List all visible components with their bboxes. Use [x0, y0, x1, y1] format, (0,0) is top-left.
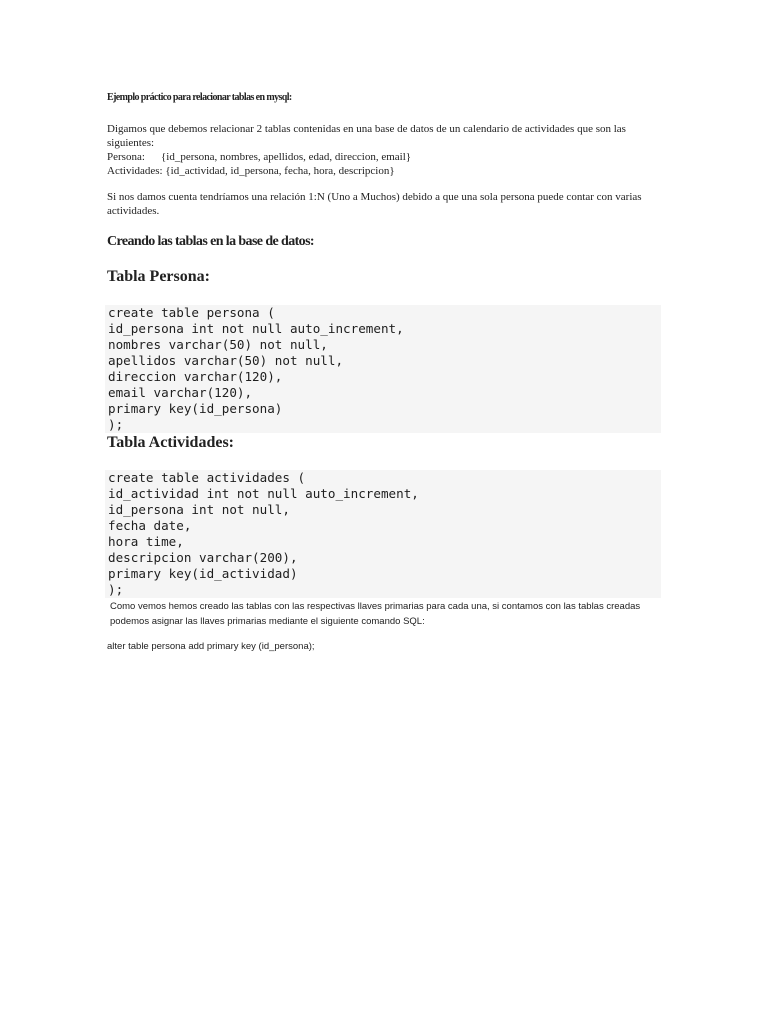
code-line: create table actividades (: [108, 470, 306, 485]
persona-fields: {id_persona, nombres, apellidos, edad, direccion, email}: [161, 151, 412, 163]
tabla-actividades-code-block: [105, 470, 661, 598]
tabla-actividades-title: Tabla Actividades:: [107, 434, 234, 451]
alter-command: alter table persona add primary key (id_persona);: [107, 641, 315, 652]
intro-paragraph: Digamos que debemos relacionar 2 tablas contenidas en una base de datos de un calendario de actividades que son las siguientes:: [107, 123, 626, 149]
code-line: id_persona int not null auto_increment,: [108, 321, 404, 336]
actividades-fields: {id_actividad, id_persona, fecha, hora, descripcion}: [165, 165, 395, 177]
note-text: Como vemos hemos creado las tablas con las respectivas llaves primarias para cada una, si contamos con las tablas creadas podemos asignar las llaves primarias mediante el siguiente comando SQL:: [110, 601, 641, 627]
main-heading: Ejemplo práctico para relacionar tablas en mysql:: [107, 92, 292, 103]
actividades-label: Actividades:: [107, 165, 163, 177]
relation-paragraph: Si nos damos cuenta tendríamos una relación 1:N (Uno a Muchos) debido a que una sola persona puede contar con varias actividades.: [107, 191, 642, 217]
code-line: hora time,: [108, 534, 184, 549]
code-line: nombres varchar(50) not null,: [108, 337, 328, 352]
code-line: descripcion varchar(200),: [108, 550, 298, 565]
tabla-persona-code-block: [105, 305, 661, 433]
note-paragraph: [107, 599, 667, 629]
code-line: fecha date,: [108, 518, 192, 533]
persona-row: [107, 150, 667, 164]
tabla-persona-title: Tabla Persona:: [107, 268, 210, 285]
code-line: primary key(id_persona): [108, 401, 283, 416]
code-line: id_persona int not null,: [108, 502, 290, 517]
code-line: apellidos varchar(50) not null,: [108, 353, 344, 368]
section-title: Creando las tablas en la base de datos:: [107, 234, 314, 249]
intro-section: [107, 122, 667, 178]
persona-label: Persona:: [107, 151, 145, 163]
code-line: primary key(id_actividad): [108, 566, 298, 581]
code-line: );: [108, 582, 124, 597]
code-line: create table persona (: [108, 305, 275, 320]
code-line: );: [108, 417, 124, 432]
code-line: email varchar(120),: [108, 385, 253, 400]
code-line: direccion varchar(120),: [108, 369, 283, 384]
code-line: id_actividad int not null auto_increment,: [108, 486, 419, 501]
actividades-row: [107, 164, 667, 178]
